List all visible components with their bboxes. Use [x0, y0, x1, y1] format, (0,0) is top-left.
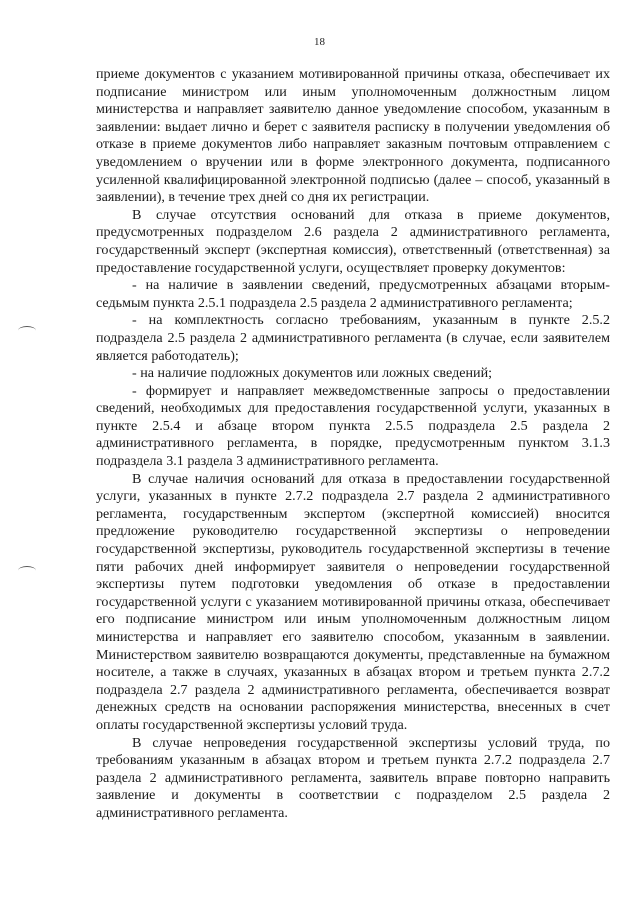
document-body	[96, 66, 610, 823]
paragraph-refusal-grounds: В случае наличия оснований для отказа в предоставлении государственной услуги, указанных в пункте 2.7.2 подраздела 2.7 раздела 2 административного регламента, государственным экспертом (экспертной комиссией) вносится предложение руководителю государственной экспертизы о непроведении государственной экспертизы, руководитель государственной экспертизы в течение пяти рабочих дней информирует заявителя о непроведении государственной экспертизы путем подготовки уведомления об отказе в предоставлении государственной услуги с указанием мотивированной причины отказа, обеспечивает его подписание министром или иным уполномоченным должностным лицом министерства и направляет его заявителю способом, указанным в заявлении. Министерством заявителю возвращаются документы, представленные на бумажном носителе, а также в случаях, указанных в абзацах втором и третьем пункта 2.7.2 подраздела 2.7 раздела 2 административного регламента, обеспечивается возврат денежных средств на основании распоряжения министерства, внесенных в счет оплаты государственной экспертизы условий труда.	[96, 470, 610, 733]
list-item-check-info: - на наличие в заявлении сведений, предусмотренных абзацами вторым-седьмым пункта 2.5.1 подраздела 2.5 раздела 2 административного регламента;	[96, 277, 610, 311]
paragraph-reapplication: В случае непроведения государственной экспертизы условий труда, по требованиям указанным в абзацах втором и третьем пункта 2.7.2 подраздела 2.7 раздела 2 административного регламента, заявитель вправе повторно направить заявление и документы в соответствии с подразделом 2.5 раздела 2 административного регламента.	[96, 734, 610, 821]
margin-punch-mark	[18, 326, 36, 335]
paragraph-continuation: приеме документов с указанием мотивированной причины отказа, обеспечивает их подписание министром или иным уполномоченным должностным лицом министерства и направляет заявителю данное уведомление способом, указанным в заявлении: выдает лично и берет с заявителя расписку в получении уведомления об отказе в приеме документов либо направляет заказным почтовым отправлением с уведомлением о вручении или в форме электронного документа, подписанного усиленной квалифицированной электронной подписью (далее – способ, указанный в заявлении), в течение трех дней со дня их регистрации.	[96, 66, 610, 206]
page-number: 18	[314, 36, 325, 48]
list-item-check-forgery: - на наличие подложных документов или ложных сведений;	[132, 365, 493, 382]
list-item-check-completeness: - на комплектность согласно требованиям, указанным в пункте 2.5.2 подраздела 2.5 раздела 2 административного регламента (в случае, если заявителем является работодатель);	[96, 312, 610, 364]
margin-punch-mark	[18, 566, 36, 575]
list-item-interagency-requests: - формирует и направляет межведомственные запросы о предоставлении сведений, необходимых для предоставления государственной услуги, указанных в пункте 2.5.4 и абзаце втором пункта 2.5.5 подраздела 2.5 раздела 2 административного регламента, в порядке, предусмотренным пунктом 3.1.3 подраздела 3.1 раздела 3 административного регламента.	[96, 382, 610, 470]
paragraph-document-check: В случае отсутствия оснований для отказа в приеме документов, предусмотренных подразделом 2.6 раздела 2 административного регламента, государственный эксперт (экспертная комиссия), ответственный (ответственная) за предоставление государственной услуги, осуществляет проверку документов:	[96, 206, 610, 276]
